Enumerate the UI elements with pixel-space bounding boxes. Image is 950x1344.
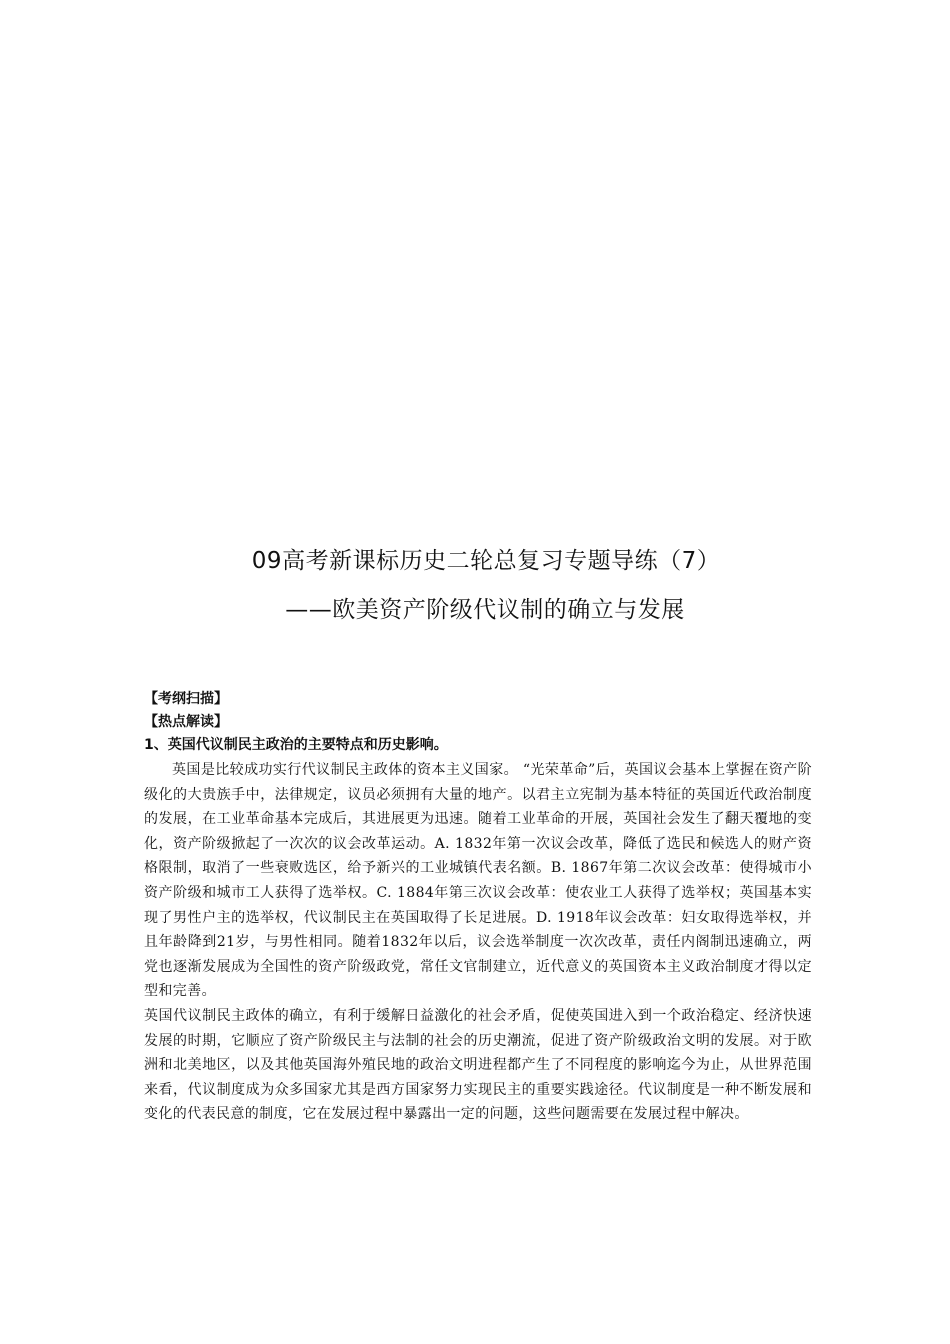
section-outline-heading: 【考纲扫描】 [144, 691, 228, 707]
title-block [0, 546, 950, 625]
body-paragraph-2: 英国代议制民主政体的确立，有利于缓解日益激化的社会矛盾，促使英国进入到一个政治稳定、经济快速发展的时期，它顺应了资产阶级民主与法制的社会的历史潮流，促进了资产阶级政治文明的发展。对于欧洲和北美地区，以及其他英国海外殖民地的政治文明进程都产生了不同程度的影响迄今为止，从世界范围来看，代议制度成为众多国家尤其是西方国家努力实现民主的重要实践途径。代议制度是一种不断发展和变化的代表民意的制度，它在发展过程中暴露出一定的问题，这些问题需要在发展过程中解决。 [144, 1007, 812, 1123]
document-title: 09高考新课标历史二轮总复习专题导练（7） [251, 548, 721, 574]
document-body [144, 688, 812, 1127]
question-heading: 1、英国代议制民主政治的主要特点和历史影响。 [144, 737, 448, 753]
body-paragraph-1: 英国是比较成功实行代议制民主政体的资本主义国家。 “光荣革命”后，英国议会基本上掌握在资产阶级化的大贵族手中，法律规定，议员必须拥有大量的地产。以君主立宪制为基本特征的英国近代政治制度的发展，在工业革命基本完成后，其进展更为迅速。随着工业革命的开展，英国社会发生了翻天覆地的变化，资产阶级掀起了一次次的议会改革运动。A. 1832年第一次议会改革，降低了选民和候选人的财产资格限制，取消了一些衰败选区，给予新兴的工业城镇代表名额。B. 1867年第二次议会改革：使得城市小资产阶级和城市工人获得了选举权。C. 1884年第三次议会改革：使农业工人获得了选举权；英国基本实现了男性户主的选举权，代议制民主在英国取得了长足进展。D. 1918年议会改革：妇女取得选举权，并且年龄降到21岁，与男性相同。随着1832年以后，议会选举制度一次次改革，责任内阁制迅速确立，两党也逐渐发展成为全国性的资产阶级政党，常任文官制建立，近代意义的英国资本主义政治制度才得以定型和完善。 [144, 762, 812, 1000]
section-hotspot-heading: 【热点解读】 [144, 714, 228, 730]
document-subtitle: ——欧美资产阶级代议制的确立与发展 [285, 597, 685, 623]
